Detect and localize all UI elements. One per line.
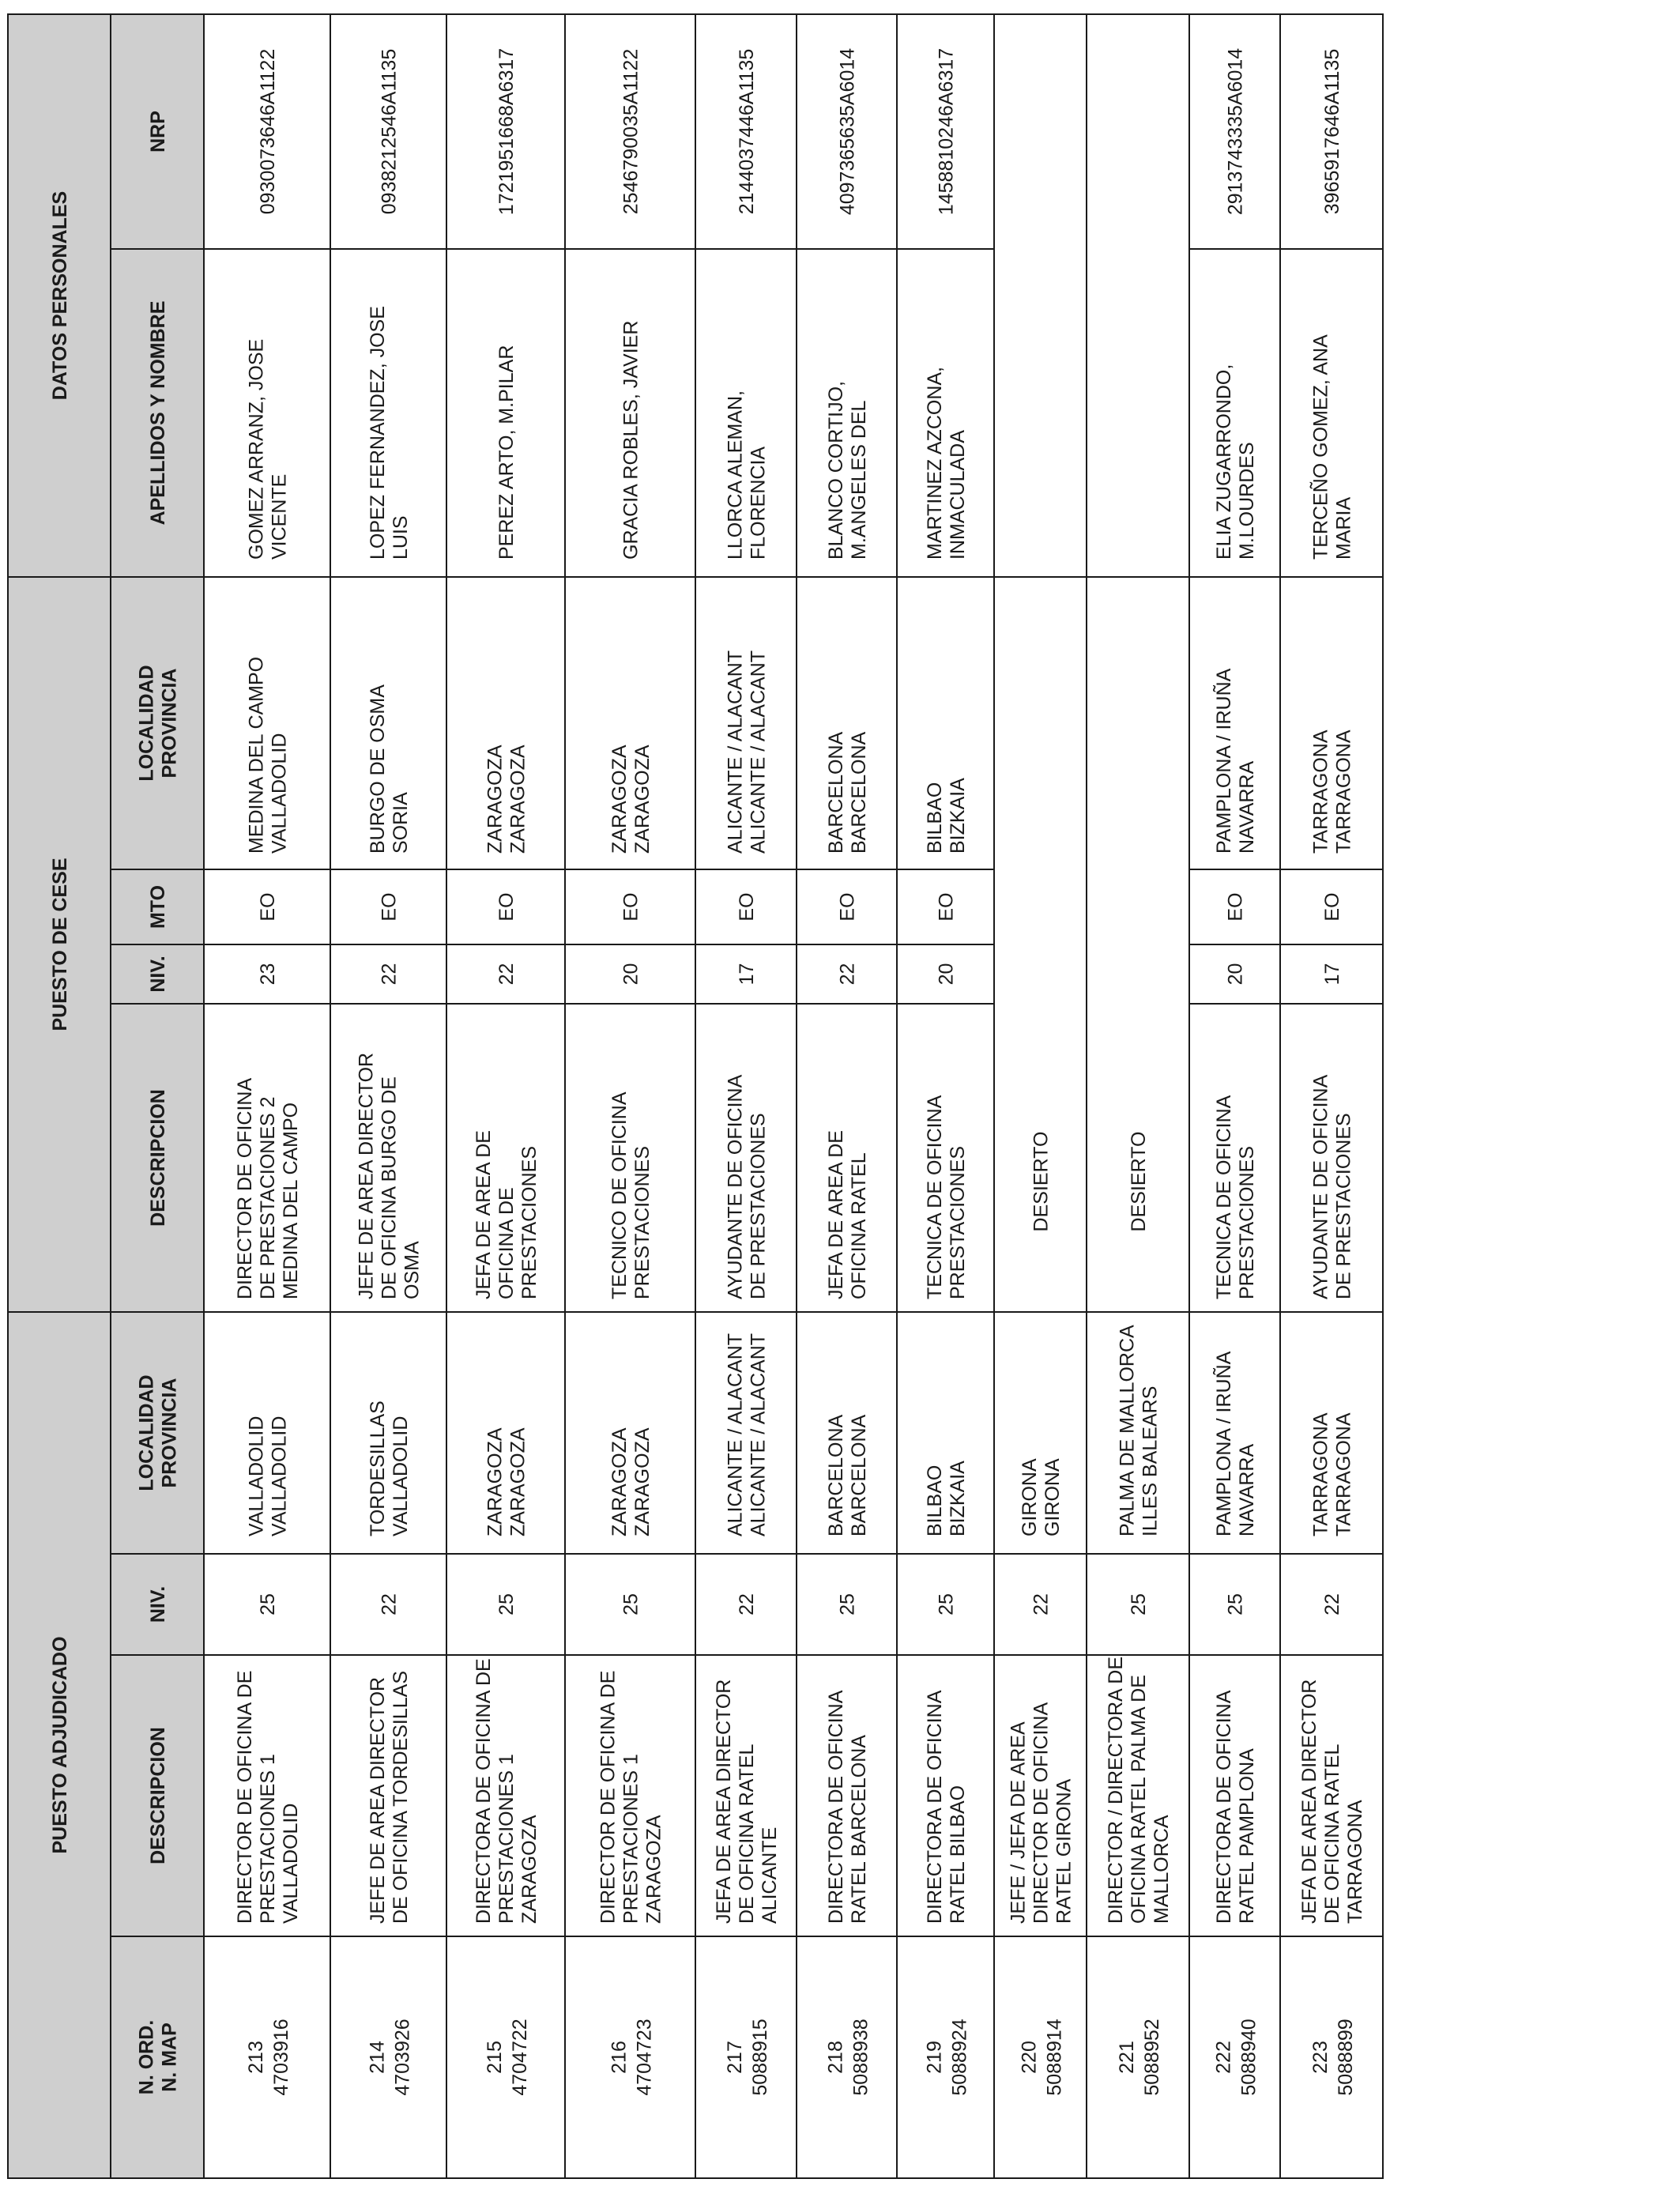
cell-cese-niv bbox=[837, 963, 859, 986]
col-header-adj-niv bbox=[147, 1586, 169, 1623]
cell-cese-localidad bbox=[246, 657, 291, 854]
col-header-cese-mto bbox=[147, 885, 169, 929]
cell-cese-mto-text: EO bbox=[836, 892, 859, 922]
cell-nord-nmap bbox=[484, 2019, 531, 2095]
cell-cese-descripcion-line: PRESTACIONES bbox=[947, 1145, 969, 1299]
cell-adj-descripcion bbox=[367, 1671, 412, 1924]
cell-desierto-text: DESIERTO bbox=[1128, 1131, 1150, 1232]
cell-nord: 222 bbox=[1212, 2041, 1235, 2074]
cell-adj-descripcion-line: PRESTACIONES 1 bbox=[495, 1754, 518, 1924]
cell-adj-localidad-line: TARRAGONA bbox=[1309, 1412, 1332, 1536]
cell-nord-nmap bbox=[724, 2019, 771, 2095]
cell-nrp-text: 2546790035A1122 bbox=[620, 48, 642, 215]
cell-adj-descripcion bbox=[825, 1690, 870, 1924]
cell-cese-descripcion-line: TECNICA DE OFICINA bbox=[924, 1095, 946, 1299]
cell-cese-descripcion-line: AYUDANTE DE OFICINA bbox=[724, 1074, 747, 1299]
cell-nord-nmap bbox=[1309, 2019, 1357, 2095]
cell-adj-localidad-line: GIRONA bbox=[1042, 1458, 1064, 1536]
cell-apellidos-line: LLORCA ALEMAN, bbox=[724, 390, 747, 560]
cell-adj-localidad-line: BILBAO bbox=[924, 1465, 946, 1536]
col-header-adj-descripcion-line: DESCRIPCION bbox=[147, 1727, 169, 1864]
cell-cese-descripcion-line: TECNICO DE OFICINA bbox=[608, 1091, 631, 1299]
cell-nrp bbox=[495, 48, 518, 215]
section-datos-personales bbox=[49, 191, 71, 400]
cell-apellidos-line: MARTINEZ AZCONA, bbox=[924, 366, 946, 560]
cell-adj-descripcion-line: VALLADOLID bbox=[280, 1803, 302, 1924]
cell-cese-niv bbox=[620, 963, 642, 986]
cell-adj-localidad-line: ALICANTE / ALACANT bbox=[747, 1333, 770, 1536]
cell-cese-descripcion-line: PRESTACIONES bbox=[1236, 1145, 1258, 1299]
cell-nord: 213 bbox=[245, 2041, 267, 2074]
cell-cese-mto bbox=[495, 892, 518, 921]
cell-adj-niv-text: 25 bbox=[620, 1593, 642, 1615]
cell-cese-descripcion-line: DE PRESTACIONES bbox=[747, 1113, 770, 1299]
cell-nmap: 4704722 bbox=[509, 2019, 531, 2096]
cell-cese-localidad-line: ALICANTE / ALACANT bbox=[747, 650, 770, 854]
cell-cese-mto-text: EO bbox=[935, 892, 958, 922]
cell-adj-descripcion-line: DIRECTOR DE OFICINA bbox=[1030, 1702, 1053, 1924]
cell-cese-descripcion-line: DE OFICINA BURGO DE bbox=[378, 1076, 401, 1299]
cell-adj-descripcion-line: RATEL BILBAO bbox=[947, 1785, 969, 1924]
cell-nord-nmap bbox=[608, 2019, 656, 2095]
cell-desierto bbox=[1128, 1132, 1150, 1232]
cell-cese-niv-text: 22 bbox=[378, 963, 401, 986]
col-header-apellidos-line: APELLIDOS Y NOMBRE bbox=[147, 300, 169, 526]
cell-adj-niv bbox=[1030, 1593, 1053, 1615]
col-header-apellidos bbox=[147, 301, 169, 526]
cell-adj-niv bbox=[495, 1593, 518, 1615]
cell-apellidos-line: LOPEZ FERNANDEZ, JOSE bbox=[367, 306, 389, 560]
cell-apellidos bbox=[825, 381, 870, 560]
col-header-cese-mto-line: MTO bbox=[147, 884, 169, 929]
cell-adj-niv bbox=[936, 1593, 958, 1615]
cell-apellidos-line: GOMEZ ARRANZ, JOSE bbox=[245, 338, 268, 560]
cell-cese-niv-text: 22 bbox=[495, 963, 518, 986]
cell-adj-localidad bbox=[725, 1333, 770, 1536]
cell-apellidos-line: VICENTE bbox=[268, 473, 291, 560]
cell-cese-descripcion-line: DE PRESTACIONES 2 bbox=[257, 1096, 279, 1299]
cell-apellidos-line: BLANCO CORTIJO, bbox=[825, 381, 847, 560]
cell-nord: 219 bbox=[923, 2041, 946, 2074]
cell-nmap: 4703916 bbox=[270, 2019, 292, 2096]
col-header-nord-line: N. ORD. bbox=[135, 2019, 158, 2095]
cell-nord: 223 bbox=[1309, 2041, 1332, 2074]
cell-adj-descripcion bbox=[713, 1679, 781, 1924]
cell-cese-localidad bbox=[1212, 668, 1258, 854]
cell-adj-localidad-line: ZARAGOZA bbox=[631, 1427, 654, 1536]
cell-cese-descripcion-line: OFICINA DE bbox=[495, 1187, 518, 1299]
col-header-adj-descripcion bbox=[147, 1727, 169, 1864]
cell-nmap: 5088915 bbox=[749, 2019, 771, 2096]
cell-nrp-text: 0938212546A1135 bbox=[378, 48, 401, 215]
cell-cese-niv bbox=[1225, 963, 1247, 986]
cell-apellidos-line: M.LOURDES bbox=[1236, 442, 1258, 560]
cell-adj-localidad-line: NAVARRA bbox=[1236, 1443, 1258, 1536]
cell-cese-mto-text: EO bbox=[620, 892, 642, 922]
cell-apellidos bbox=[1213, 364, 1258, 560]
cell-adj-localidad-line: VALLADOLID bbox=[390, 1416, 412, 1536]
cell-cese-mto-text: EO bbox=[736, 892, 758, 922]
cell-adj-niv-text: 22 bbox=[1321, 1593, 1343, 1615]
cell-adj-localidad bbox=[924, 1461, 969, 1536]
col-header-adj-localidad-line: PROVINCIA bbox=[158, 1378, 181, 1488]
cell-adj-descripcion-line: DE OFICINA RATEL bbox=[736, 1744, 758, 1924]
cell-adj-descripcion bbox=[1298, 1679, 1366, 1924]
cell-cese-mto-text: EO bbox=[1224, 892, 1247, 922]
cell-adj-descripcion-line: ZARAGOZA bbox=[642, 1815, 665, 1924]
cell-adj-niv-text: 22 bbox=[378, 1593, 401, 1615]
cell-cese-mto-text: EO bbox=[1321, 892, 1343, 922]
cell-adj-localidad bbox=[1019, 1458, 1064, 1536]
cell-adj-descripcion-line: PRESTACIONES 1 bbox=[257, 1754, 279, 1924]
col-header-adj-niv-line: NIV. bbox=[147, 1585, 169, 1623]
cell-adj-descripcion bbox=[473, 1658, 541, 1924]
cell-nrp-text: 1458810246A6317 bbox=[935, 47, 958, 216]
cell-cese-descripcion bbox=[473, 1130, 541, 1299]
cell-apellidos-line: LUIS bbox=[390, 515, 412, 560]
cell-cese-mto bbox=[379, 892, 401, 921]
cell-cese-localidad-line: ALICANTE / ALACANT bbox=[724, 650, 747, 854]
cell-cese-niv bbox=[257, 963, 279, 986]
cell-nmap: 4704723 bbox=[633, 2019, 656, 2096]
cell-cese-localidad-line: ZARAGOZA bbox=[484, 745, 507, 854]
cell-nrp-text: 4097365635A6014 bbox=[836, 47, 859, 216]
cell-cese-localidad-line: ZARAGOZA bbox=[608, 745, 631, 854]
cell-cese-localidad bbox=[484, 745, 529, 854]
cell-cese-descripcion-line: DE PRESTACIONES bbox=[1332, 1113, 1355, 1299]
cell-adj-localidad-line: PALMA DE MALLORCA bbox=[1116, 1325, 1139, 1536]
cell-adj-localidad-line: TORDESILLAS bbox=[367, 1400, 389, 1536]
cell-adj-localidad bbox=[1310, 1412, 1355, 1536]
cell-cese-mto bbox=[1321, 892, 1343, 921]
cell-adj-descripcion-line: RATEL GIRONA bbox=[1053, 1778, 1075, 1924]
cell-nrp-text: 1721951668A6317 bbox=[495, 47, 518, 216]
col-header-nrp bbox=[147, 111, 169, 153]
cell-cese-niv-text: 22 bbox=[836, 963, 859, 986]
col-header-cese-descripcion-line: DESCRIPCION bbox=[147, 1089, 169, 1227]
cell-cese-descripcion-line: OSMA bbox=[401, 1241, 424, 1299]
cell-adj-descripcion-line: JEFE / JEFA DE AREA bbox=[1007, 1721, 1030, 1924]
cell-cese-mto bbox=[837, 892, 859, 921]
cell-desierto-text: DESIERTO bbox=[1030, 1131, 1053, 1232]
cell-adj-descripcion-line: DIRECTORA DE OFICINA bbox=[924, 1690, 946, 1924]
cell-cese-niv bbox=[495, 963, 518, 986]
cell-apellidos-line: INMACULADA bbox=[947, 430, 969, 560]
cell-adj-descripcion bbox=[1105, 1657, 1173, 1924]
cell-cese-localidad-line: BARCELONA bbox=[848, 731, 870, 854]
cell-adj-localidad-line: BARCELONA bbox=[848, 1414, 870, 1536]
cell-adj-descripcion-line: DIRECTOR DE OFICINA DE bbox=[234, 1670, 256, 1924]
cell-apellidos bbox=[1309, 334, 1355, 560]
cell-desierto bbox=[1030, 1132, 1053, 1232]
cell-adj-localidad-line: GIRONA bbox=[1019, 1458, 1041, 1536]
cell-adj-localidad bbox=[367, 1400, 412, 1536]
cell-cese-mto-text: EO bbox=[378, 892, 401, 922]
cell-cese-localidad-line: BARCELONA bbox=[825, 731, 847, 854]
cell-apellidos bbox=[367, 306, 412, 560]
cell-cese-descripcion-line: PRESTACIONES bbox=[631, 1145, 654, 1299]
cell-nmap: 5088940 bbox=[1237, 2019, 1260, 2096]
cell-cese-niv-text: 23 bbox=[257, 963, 279, 986]
cell-cese-niv-text: 20 bbox=[620, 963, 642, 986]
cell-cese-localidad-line: BILBAO bbox=[924, 782, 946, 854]
cell-adj-niv bbox=[620, 1593, 642, 1615]
cell-cese-localidad bbox=[1310, 729, 1355, 854]
cell-cese-localidad-line: BIZKAIA bbox=[947, 778, 969, 854]
cell-adj-localidad-line: ZARAGOZA bbox=[507, 1427, 529, 1536]
cell-adj-niv-text: 25 bbox=[935, 1593, 958, 1615]
col-header-cese-niv bbox=[147, 956, 169, 992]
cell-apellidos-line: PEREZ ARTO, M.PILAR bbox=[495, 345, 518, 560]
cell-apellidos bbox=[725, 390, 770, 560]
cell-adj-localidad-line: ILLES BALEARS bbox=[1139, 1385, 1162, 1536]
cell-apellidos-line: GRACIA ROBLES, JAVIER bbox=[620, 320, 642, 560]
cell-cese-descripcion bbox=[1310, 1074, 1355, 1299]
cell-cese-niv bbox=[379, 963, 401, 986]
cell-adj-descripcion-line: MALLORCA bbox=[1151, 1815, 1173, 1924]
cell-adj-niv-text: 25 bbox=[495, 1593, 518, 1615]
cell-cese-localidad-line: MEDINA DEL CAMPO bbox=[245, 656, 268, 854]
cell-nord: 214 bbox=[366, 2041, 389, 2074]
cell-adj-niv bbox=[1225, 1593, 1247, 1615]
cell-adj-localidad-line: PAMPLONA / IRUÑA bbox=[1213, 1351, 1235, 1536]
cell-adj-niv-text: 25 bbox=[1224, 1593, 1247, 1615]
cell-cese-descripcion bbox=[608, 1091, 654, 1299]
cell-adj-descripcion-line: ALICANTE bbox=[759, 1826, 781, 1924]
cell-cese-descripcion bbox=[825, 1130, 870, 1299]
cell-cese-niv bbox=[736, 963, 758, 986]
cell-cese-descripcion-line: DIRECTOR DE OFICINA bbox=[234, 1077, 256, 1299]
cell-cese-niv-text: 17 bbox=[1321, 963, 1343, 986]
cell-nrp bbox=[837, 48, 859, 215]
cell-nord: 215 bbox=[484, 2041, 506, 2074]
cell-cese-localidad-line: ZARAGOZA bbox=[631, 745, 654, 854]
cell-cese-localidad-line: SORIA bbox=[390, 792, 412, 854]
cell-apellidos bbox=[924, 367, 969, 560]
cell-nrp-text: 2913743335A6014 bbox=[1224, 47, 1247, 216]
cell-cese-mto bbox=[736, 892, 758, 921]
col-header-cese-localidad-line: LOCALIDAD bbox=[135, 665, 158, 782]
cell-adj-localidad bbox=[246, 1416, 291, 1536]
rotated-table bbox=[8, 14, 1383, 2178]
cell-adj-niv bbox=[1321, 1593, 1343, 1615]
cell-nord: 216 bbox=[608, 2041, 631, 2074]
cell-adj-descripcion bbox=[1213, 1690, 1258, 1924]
cell-adj-descripcion-line: JEFE DE AREA DIRECTOR bbox=[367, 1676, 389, 1924]
col-header-adj-localidad-line: LOCALIDAD bbox=[135, 1374, 158, 1491]
cell-adj-localidad-line: BARCELONA bbox=[825, 1414, 847, 1536]
cell-cese-niv-text: 17 bbox=[736, 963, 758, 986]
cell-nord: 218 bbox=[824, 2041, 847, 2074]
cell-adj-descripcion-line: DIRECTORA DE OFICINA bbox=[1213, 1690, 1235, 1924]
cell-apellidos-line: MARIA bbox=[1332, 496, 1355, 560]
cell-nord-nmap bbox=[245, 2019, 292, 2095]
cell-apellidos-line: FLORENCIA bbox=[747, 446, 770, 560]
cell-cese-localidad bbox=[367, 684, 412, 854]
cell-nord-nmap bbox=[1116, 2019, 1163, 2095]
cell-adj-descripcion bbox=[234, 1671, 302, 1924]
cell-nrp-text: 0930073646A1122 bbox=[257, 48, 279, 215]
cell-cese-descripcion-line: TECNICA DE OFICINA bbox=[1213, 1095, 1235, 1299]
cell-nmap: 5088924 bbox=[948, 2019, 971, 2096]
cell-cese-descripcion-line: JEFE DE AREA DIRECTOR bbox=[355, 1052, 378, 1299]
cell-cese-localidad bbox=[825, 731, 870, 854]
cell-adj-localidad-line: VALLADOLID bbox=[268, 1416, 291, 1536]
cell-cese-localidad bbox=[924, 778, 969, 854]
cell-nmap: 4703926 bbox=[391, 2019, 414, 2096]
cell-cese-mto-text: EO bbox=[257, 892, 279, 922]
cell-cese-localidad-line: NAVARRA bbox=[1236, 760, 1258, 854]
cell-adj-descripcion-line: DE OFICINA RATEL bbox=[1321, 1744, 1343, 1924]
cell-cese-localidad-line: ZARAGOZA bbox=[507, 745, 529, 854]
cell-apellidos-line: ELIA ZUGARRONDO, bbox=[1213, 364, 1235, 560]
cell-nrp bbox=[936, 48, 958, 215]
cell-nmap: 5088914 bbox=[1043, 2019, 1066, 2096]
cell-adj-localidad-line: BIZKAIA bbox=[947, 1461, 969, 1536]
cell-cese-niv-text: 20 bbox=[935, 963, 958, 986]
cell-adj-descripcion-line: ZARAGOZA bbox=[518, 1815, 541, 1924]
cell-cese-descripcion-line: MEDINA DEL CAMPO bbox=[280, 1102, 302, 1299]
cell-cese-localidad-line: TARRAGONA bbox=[1309, 729, 1332, 854]
cell-adj-niv-text: 22 bbox=[736, 1593, 758, 1615]
section-puesto-cese-text: PUESTO DE CESE bbox=[49, 858, 71, 1031]
cell-adj-niv-text: 25 bbox=[836, 1593, 859, 1615]
cell-cese-niv bbox=[936, 963, 958, 986]
cell-nmap: 5088938 bbox=[849, 2019, 872, 2096]
cell-nord-nmap bbox=[1213, 2019, 1260, 2095]
cell-nord-nmap bbox=[367, 2019, 414, 2095]
cell-nrp bbox=[1225, 48, 1247, 215]
cell-adj-niv bbox=[1128, 1593, 1150, 1615]
col-header-cese-niv-line: NIV. bbox=[147, 956, 169, 993]
cell-nmap: 5088952 bbox=[1141, 2019, 1163, 2096]
col-header-nord-line: N. MAP bbox=[158, 2022, 181, 2092]
cell-cese-descripcion-line: JEFA DE AREA DE bbox=[825, 1130, 847, 1299]
cell-adj-descripcion-line: DIRECTORA DE OFICINA bbox=[825, 1690, 847, 1924]
cell-cese-niv bbox=[1321, 963, 1343, 986]
cell-adj-descripcion-line: DIRECTORA DE OFICINA DE bbox=[473, 1658, 495, 1924]
col-header-adj-localidad bbox=[136, 1374, 181, 1491]
col-header-nrp-line: NRP bbox=[147, 111, 169, 153]
cell-cese-descripcion-line: JEFA DE AREA DE bbox=[473, 1130, 495, 1299]
cell-adj-descripcion-line: PRESTACIONES 1 bbox=[620, 1754, 642, 1924]
cell-cese-localidad-line: PAMPLONA / IRUÑA bbox=[1213, 668, 1235, 854]
cell-adj-localidad bbox=[484, 1427, 529, 1536]
cell-nrp bbox=[620, 49, 642, 214]
cell-cese-descripcion bbox=[725, 1074, 770, 1299]
cell-adj-descripcion bbox=[597, 1671, 665, 1924]
cell-adj-niv bbox=[257, 1593, 279, 1615]
cell-nrp bbox=[1321, 49, 1343, 214]
cell-adj-niv-text: 22 bbox=[1030, 1593, 1053, 1615]
cell-cese-mto bbox=[257, 892, 279, 921]
cell-adj-localidad-line: TARRAGONA bbox=[1332, 1412, 1355, 1536]
cell-nrp-text: 2144037446A1135 bbox=[736, 48, 758, 215]
cell-nord: 220 bbox=[1018, 2041, 1041, 2074]
cell-adj-localidad bbox=[1212, 1351, 1258, 1536]
cell-cese-mto bbox=[620, 892, 642, 921]
cell-cese-descripcion bbox=[356, 1053, 424, 1299]
cell-adj-niv-text: 25 bbox=[257, 1593, 279, 1615]
section-puesto-cese bbox=[49, 858, 71, 1031]
header-shading bbox=[8, 14, 204, 2178]
cell-adj-niv bbox=[736, 1593, 758, 1615]
cell-nord: 221 bbox=[1116, 2041, 1138, 2074]
section-datos-personales-text: DATOS PERSONALES bbox=[49, 190, 71, 401]
section-puesto-adjudicado-text: PUESTO ADJUDICADO bbox=[49, 1636, 71, 1854]
cell-cese-localidad bbox=[725, 650, 770, 854]
cell-apellidos bbox=[620, 321, 642, 560]
cell-cese-descripcion-line: OFICINA RATEL bbox=[848, 1152, 870, 1299]
cell-cese-localidad-line: BURGO DE OSMA bbox=[367, 684, 389, 854]
section-puesto-adjudicado bbox=[49, 1636, 71, 1853]
cell-adj-localidad bbox=[825, 1414, 870, 1536]
cell-cese-mto bbox=[936, 892, 958, 921]
cell-nrp bbox=[736, 49, 758, 214]
cell-nord-nmap bbox=[1019, 2019, 1066, 2095]
cell-adj-descripcion-line: JEFA DE AREA DIRECTOR bbox=[713, 1679, 735, 1924]
cell-adj-descripcion-line: DIRECTOR / DIRECTORA DE bbox=[1105, 1656, 1127, 1924]
cell-nrp-text: 3965917646A1135 bbox=[1321, 48, 1343, 215]
cell-adj-localidad-line: ZARAGOZA bbox=[484, 1427, 507, 1536]
cell-apellidos bbox=[495, 345, 518, 560]
cell-apellidos bbox=[246, 339, 291, 560]
col-header-cese-descripcion bbox=[147, 1089, 169, 1227]
cell-adj-localidad-line: ZARAGOZA bbox=[608, 1427, 631, 1536]
cell-adj-localidad bbox=[1117, 1325, 1162, 1536]
cell-nord-nmap bbox=[825, 2019, 872, 2095]
cell-adj-localidad-line: ALICANTE / ALACANT bbox=[724, 1333, 747, 1536]
cell-nrp bbox=[379, 49, 401, 214]
cell-nmap: 5088899 bbox=[1335, 2019, 1357, 2096]
cell-cese-mto-text: EO bbox=[495, 892, 518, 922]
cell-cese-descripcion bbox=[1213, 1095, 1258, 1299]
cell-adj-descripcion-line: DE OFICINA TORDESILLAS bbox=[390, 1670, 412, 1924]
col-header-cese-localidad-line: PROVINCIA bbox=[158, 668, 181, 778]
cell-adj-localidad bbox=[608, 1427, 654, 1536]
cell-adj-descripcion-line: OFICINA RATEL PALMA DE bbox=[1128, 1675, 1150, 1924]
cell-adj-descripcion-line: TARRAGONA bbox=[1344, 1800, 1366, 1924]
cell-adj-descripcion-line: JEFA DE AREA DIRECTOR bbox=[1298, 1679, 1320, 1924]
cell-cese-descripcion bbox=[234, 1078, 302, 1299]
cell-adj-descripcion-line: RATEL PAMPLONA bbox=[1236, 1748, 1258, 1924]
cell-adj-niv bbox=[379, 1593, 401, 1615]
cell-apellidos-line: M.ANGELES DEL bbox=[848, 400, 870, 560]
cell-cese-descripcion-line: AYUDANTE DE OFICINA bbox=[1309, 1074, 1332, 1299]
cell-nord: 217 bbox=[724, 2041, 746, 2074]
cell-adj-niv-text: 25 bbox=[1128, 1593, 1150, 1615]
cell-adj-niv bbox=[837, 1593, 859, 1615]
cell-adj-descripcion bbox=[1008, 1702, 1075, 1924]
cell-nord-nmap bbox=[924, 2019, 971, 2095]
cell-nrp bbox=[257, 49, 279, 214]
cell-apellidos-line: TERCEÑO GOMEZ, ANA bbox=[1309, 334, 1332, 560]
cell-cese-niv-text: 20 bbox=[1224, 963, 1247, 986]
cell-cese-descripcion-line: PRESTACIONES bbox=[518, 1145, 541, 1299]
cell-adj-localidad-line: VALLADOLID bbox=[245, 1416, 268, 1536]
col-header-cese-localidad bbox=[136, 665, 181, 781]
col-header-nord bbox=[136, 2020, 181, 2094]
cell-cese-mto bbox=[1225, 892, 1247, 921]
cell-adj-descripcion-line: RATEL BARCELONA bbox=[848, 1735, 870, 1924]
cell-cese-descripcion bbox=[924, 1095, 969, 1299]
cell-cese-localidad bbox=[608, 745, 654, 854]
cell-adj-descripcion bbox=[924, 1690, 969, 1924]
cell-cese-localidad-line: TARRAGONA bbox=[1332, 729, 1355, 854]
cell-cese-localidad-line: VALLADOLID bbox=[268, 733, 291, 854]
cell-adj-descripcion-line: DIRECTOR DE OFICINA DE bbox=[597, 1670, 620, 1924]
